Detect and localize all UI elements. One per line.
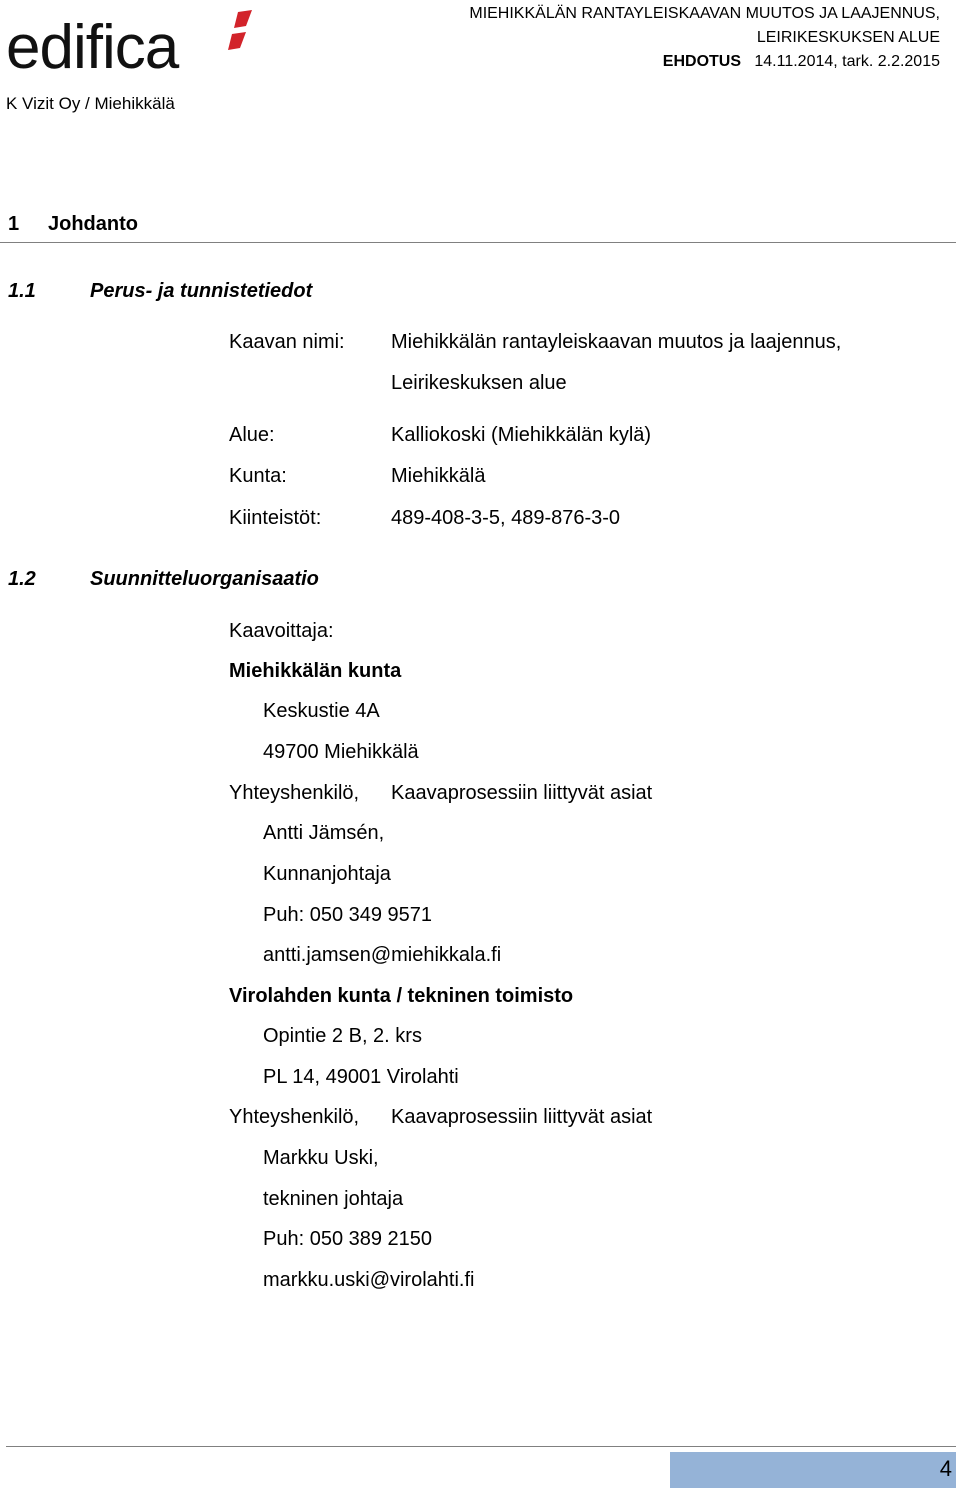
section-1-1-title: Perus- ja tunnistetiedot	[90, 280, 313, 302]
label-kunta: Kunta:	[229, 465, 287, 487]
footer-page-bar	[670, 1452, 956, 1488]
value-kaavan-nimi: Miehikkälän rantayleiskaavan muutos ja laajennus,	[391, 331, 842, 353]
org2-person: Markku Uski,	[263, 1147, 379, 1169]
company-name: K Vizit Oy / Miehikkälä	[6, 94, 175, 113]
document-header	[469, 2, 940, 74]
org2-phone: Puh: 050 389 2150	[263, 1228, 433, 1250]
section-1-number: 1	[8, 213, 20, 235]
section-1-2-number: 1.2	[8, 568, 36, 590]
document-title-line2: LEIRIKESKUKSEN ALUE	[756, 29, 940, 46]
org2-name: Virolahden kunta / tekninen toimisto	[229, 985, 574, 1007]
label-alue: Alue:	[229, 424, 275, 446]
org1-contact-topic: Kaavaprosessiin liittyvät asiat	[391, 782, 653, 804]
org1-contact-label: Yhteyshenkilö,	[229, 782, 360, 804]
label-kaavoittaja: Kaavoittaja:	[229, 620, 334, 642]
section-1-2-title: Suunnitteluorganisaatio	[90, 568, 319, 590]
edifica-logo	[6, 4, 256, 78]
section-1-1-number: 1.1	[8, 280, 36, 302]
document-status-line	[469, 50, 940, 74]
document-date: 14.11.2014, tark. 2.2.2015	[754, 53, 940, 70]
section-1-title: Johdanto	[48, 213, 138, 235]
label-kiinteistot: Kiinteistöt:	[229, 507, 322, 529]
org1-name: Miehikkälän kunta	[229, 660, 402, 682]
org1-role: Kunnanjohtaja	[263, 863, 391, 885]
org2-contact-topic: Kaavaprosessiin liittyvät asiat	[391, 1106, 653, 1128]
value-kiinteistot: 489-408-3-5, 489-876-3-0	[391, 507, 621, 529]
logo-red-mark-top	[234, 10, 252, 28]
document-status: EHDOTUS	[662, 53, 742, 70]
logo-red-mark-bottom	[228, 32, 246, 50]
value-alue: Kalliokoski (Miehikkälän kylä)	[391, 424, 652, 446]
section-divider	[0, 242, 956, 243]
value-kaavan-nimi-cont: Leirikeskuksen alue	[391, 372, 567, 394]
org1-phone: Puh: 050 349 9571	[263, 904, 433, 926]
org1-address2: 49700 Miehikkälä	[263, 741, 419, 763]
org2-role: tekninen johtaja	[263, 1188, 404, 1210]
org1-email[interactable]: antti.jamsen@miehikkala.fi	[263, 944, 502, 966]
value-kunta: Miehikkälä	[391, 465, 486, 487]
org1-address1: Keskustie 4A	[263, 700, 380, 722]
org2-address1: Opintie 2 B, 2. krs	[263, 1025, 422, 1047]
org2-address2: PL 14, 49001 Virolahti	[263, 1066, 459, 1088]
document-title-line1: MIEHIKKÄLÄN RANTAYLEISKAAVAN MUUTOS JA LAAJENNUS,	[469, 5, 940, 22]
page-number: 4	[939, 1456, 952, 1481]
label-kaavan-nimi: Kaavan nimi:	[229, 331, 345, 353]
org2-contact-label: Yhteyshenkilö,	[229, 1106, 360, 1128]
org1-person: Antti Jämsén,	[263, 822, 385, 844]
footer-divider	[6, 1446, 956, 1447]
org2-email[interactable]: markku.uski@virolahti.fi	[263, 1269, 475, 1291]
svg-text:edifica: edifica	[6, 13, 179, 78]
